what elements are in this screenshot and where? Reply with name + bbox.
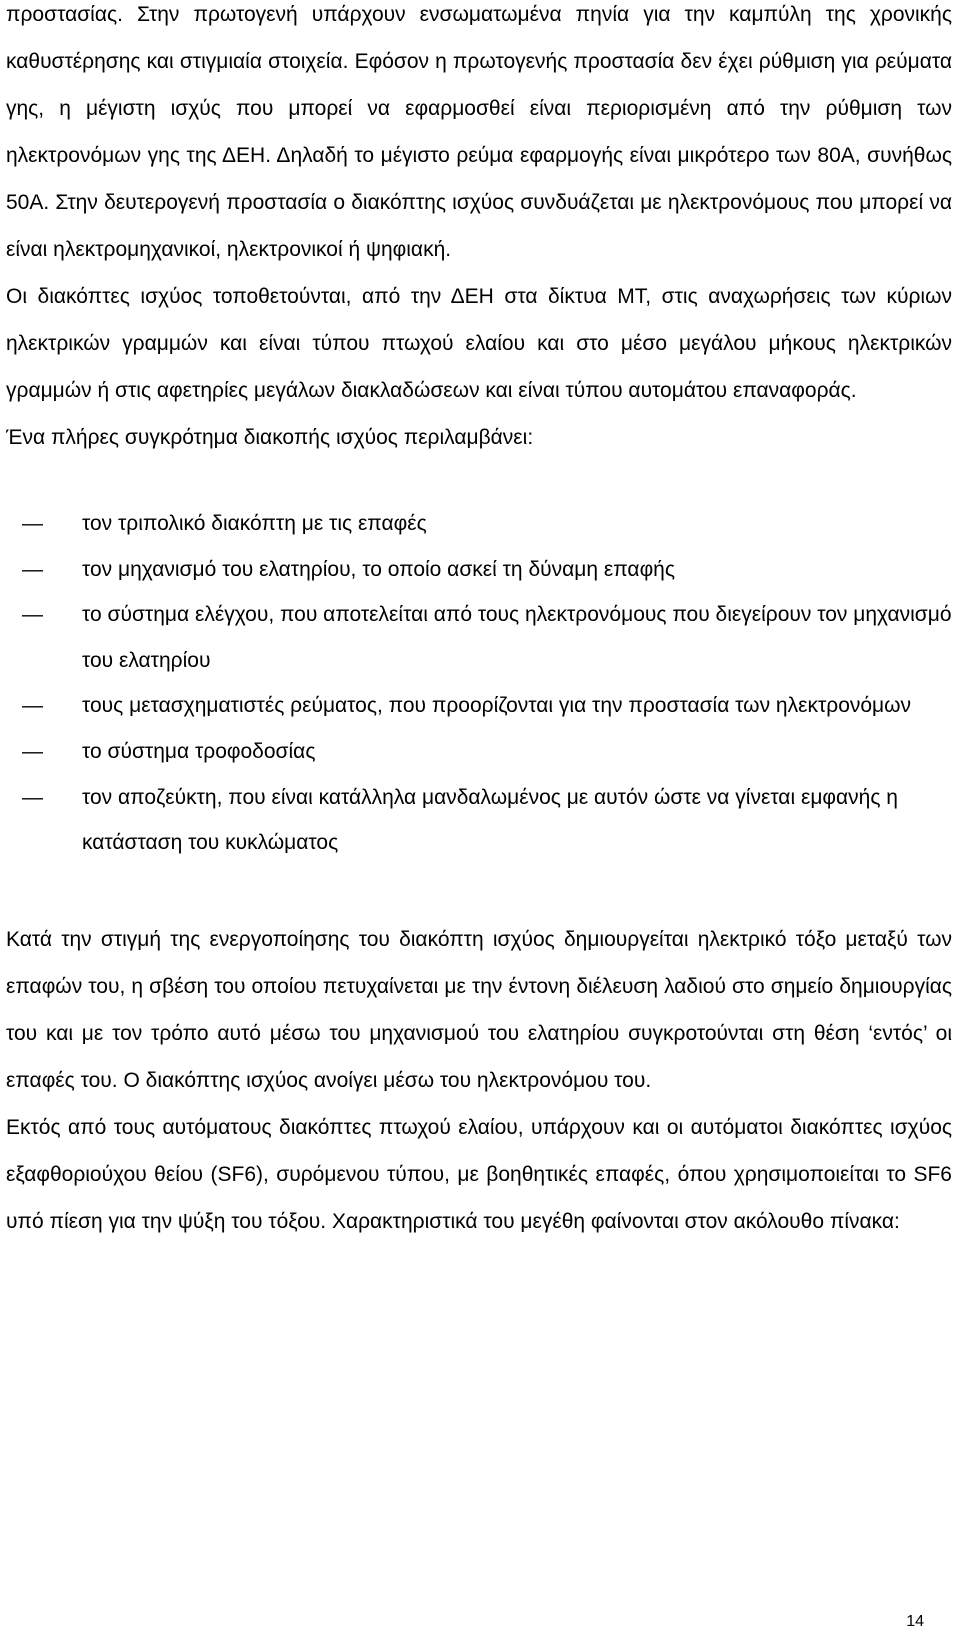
list-item-text: τον αποζεύκτη, που είναι κατάλληλα μανδαλωμένος με αυτόν ώστε να γίνεται εμφανής η κατάσταση του κυκλώματος <box>82 785 898 855</box>
list-item <box>6 592 952 683</box>
list-item <box>6 683 952 729</box>
dash-bullet-icon <box>22 592 43 638</box>
paragraph-circuit-breaker-placement: Οι διακόπτες ισχύος τοποθετούνται, από την ΔΕΗ στα δίκτυα ΜΤ, στις αναχωρήσεις των κύριων ηλεκτρικών γραμμών και είναι τύπου πτωχού ελαίου και στο μέσο μεγάλου μήκους ηλεκτρικών γραμμών ή στις αφετηρίες μεγάλων διακλαδώσεων και είναι τύπου αυτομάτου επαναφοράς. <box>6 285 952 402</box>
list-item <box>6 729 952 775</box>
list-item-text: τον τριπολικό διακόπτη με τις επαφές <box>82 512 427 535</box>
dash-bullet-icon <box>22 683 43 729</box>
paragraph-arc-quenching: Κατά την στιγμή της ενεργοποίησης του διακόπτη ισχύος δημιουργείται ηλεκτρικό τόξο μεταξύ των επαφών του, η σβέση του οποίου πετυχαίνεται με την έντονη διέλευση λαδιού στο σημείο δημιουργίας του και με τον τρόπο αυτό μέσω του μηχανισμού του ελατηρίου συγκροτούνται στη θέση ‘εντός’ οι επαφές του. Ο διακόπτης ισχύος ανοίγει μέσω του ηλεκτρονόμου του. <box>6 927 952 1092</box>
list-item-text: το σύστημα ελέγχου, που αποτελείται από τους ηλεκτρονόμους που διεγείρουν τον μηχανισμό του ελατηρίου <box>82 603 952 672</box>
dash-bullet-icon <box>22 547 43 593</box>
list-item-text: το σύστημα τροφοδοσίας <box>82 739 316 763</box>
list-item-text: τους μετασχηματιστές ρεύματος, που προορίζονται για την προστασία των ηλεκτρονόμων <box>82 694 912 718</box>
assembly-components-list <box>6 501 952 866</box>
paragraph-assembly-intro: Ένα πλήρες συγκρότημα διακοπής ισχύος περιλαμβάνει: <box>6 426 534 449</box>
dash-bullet-icon <box>22 775 43 821</box>
list-item-text: τον μηχανισμό του ελατηρίου, το οποίο ασκεί τη δύναμη επαφής <box>82 557 675 581</box>
list-item <box>6 775 952 866</box>
dash-bullet-icon <box>22 501 43 547</box>
list-item <box>6 501 952 547</box>
document-page <box>6 0 952 1245</box>
list-item <box>6 547 952 593</box>
paragraph-protection-continued: προστασίας. Στην πρωτογενή υπάρχουν ενσωματωμένα πηνία για την καμπύλη της χρονικής καθυστέρησης και στιγμιαία στοιχεία. Εφόσον η πρωτογενής προστασία δεν έχει ρύθμιση για ρεύματα γης, η μέγιστη ισχύς που μπορεί να εφαρμοσθεί είναι περιορισμένη από την ρύθμιση των ηλεκτρονόμων γης της ΔΕΗ. Δηλαδή το μέγιστο ρεύμα εφαρμογής είναι μικρότερο των 80Α, συνήθως 50Α. Στην δευτερογενή προστασία ο διακόπτης ισχύος συνδυάζεται με ηλεκτρονόμους που μπορεί να είναι ηλεκτρομηχανικοί, ηλεκτρονικοί ή ψηφιακή. <box>6 3 952 261</box>
page-number: 14 <box>906 1613 924 1630</box>
dash-bullet-icon <box>22 729 43 775</box>
paragraph-sf6-breakers: Εκτός από τους αυτόματους διακόπτες πτωχού ελαίου, υπάρχουν και οι αυτόματοι διακόπτες ισχύος εξαφθοριούχου θείου (SF6), συρόμενου τύπου, με βοηθητικές επαφές, όπου χρησιμοποιείται το SF6 υπό πίεση για την ψύξη του τόξου. Χαρακτηριστικά του μεγέθη φαίνονται στον ακόλουθο πίνακα: <box>6 1115 952 1233</box>
